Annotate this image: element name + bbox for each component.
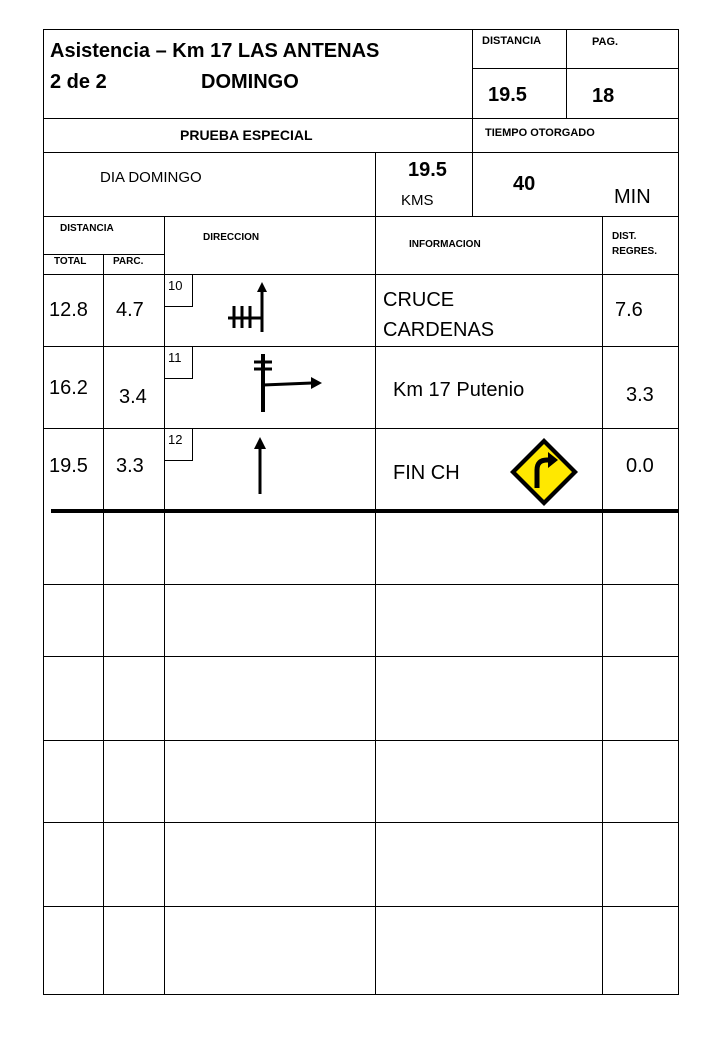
partial-distance: 3.4 <box>119 386 147 408</box>
regres-distance: 7.6 <box>615 299 643 321</box>
col-dist-regres-1: DIST. <box>612 231 637 242</box>
col-parc: PARC. <box>113 256 144 267</box>
partial-distance: 4.7 <box>116 299 144 321</box>
pag-value: 18 <box>592 85 615 107</box>
info-line-1: Km 17 Putenio <box>393 379 525 401</box>
partial-distance: 3.3 <box>116 455 144 477</box>
col-total: TOTAL <box>54 256 87 267</box>
kms-label: KMS <box>401 192 434 209</box>
step-number: 11 <box>165 347 193 379</box>
pag-label: PAG. <box>592 36 619 48</box>
col-dist-regres-2: REGRES. <box>612 246 658 257</box>
step-number: 12 <box>165 429 193 461</box>
prueba-especial-label: PRUEBA ESPECIAL <box>180 127 313 143</box>
distancia-header-value: 19.5 <box>488 84 527 106</box>
tiempo-otorgado-label: TIEMPO OTORGADO <box>485 127 595 139</box>
crossroads-left-icon <box>222 282 272 334</box>
total-distance: 12.8 <box>49 299 88 321</box>
regres-distance: 3.3 <box>626 384 654 406</box>
kms-value: 19.5 <box>408 159 447 181</box>
stage-subtitle-right: DOMINGO <box>201 71 299 93</box>
regres-distance: 0.0 <box>626 455 654 477</box>
info-line-1: FIN CH <box>393 462 460 484</box>
col-informacion: INFORMACION <box>409 239 481 250</box>
dia-label: DIA DOMINGO <box>100 169 202 186</box>
step-number: 10 <box>165 275 193 307</box>
straight-arrow-icon <box>250 436 270 496</box>
col-direccion: DIRECCION <box>203 232 260 243</box>
info-line-2: CARDENAS <box>383 319 495 341</box>
col-distancia: DISTANCIA <box>60 223 114 234</box>
info-line-1: CRUCE <box>383 289 455 311</box>
curve-right-warning-sign-icon <box>508 436 580 508</box>
turn-right-icon <box>250 352 325 414</box>
total-distance: 16.2 <box>49 377 88 399</box>
tiempo-unit: MIN <box>614 186 651 208</box>
distancia-header-label: DISTANCIA <box>482 35 542 47</box>
total-distance: 19.5 <box>49 455 88 477</box>
tiempo-value: 40 <box>513 173 536 195</box>
stage-subtitle-left: 2 de 2 <box>50 71 107 93</box>
stage-title: Asistencia – Km 17 LAS ANTENAS <box>50 40 380 62</box>
